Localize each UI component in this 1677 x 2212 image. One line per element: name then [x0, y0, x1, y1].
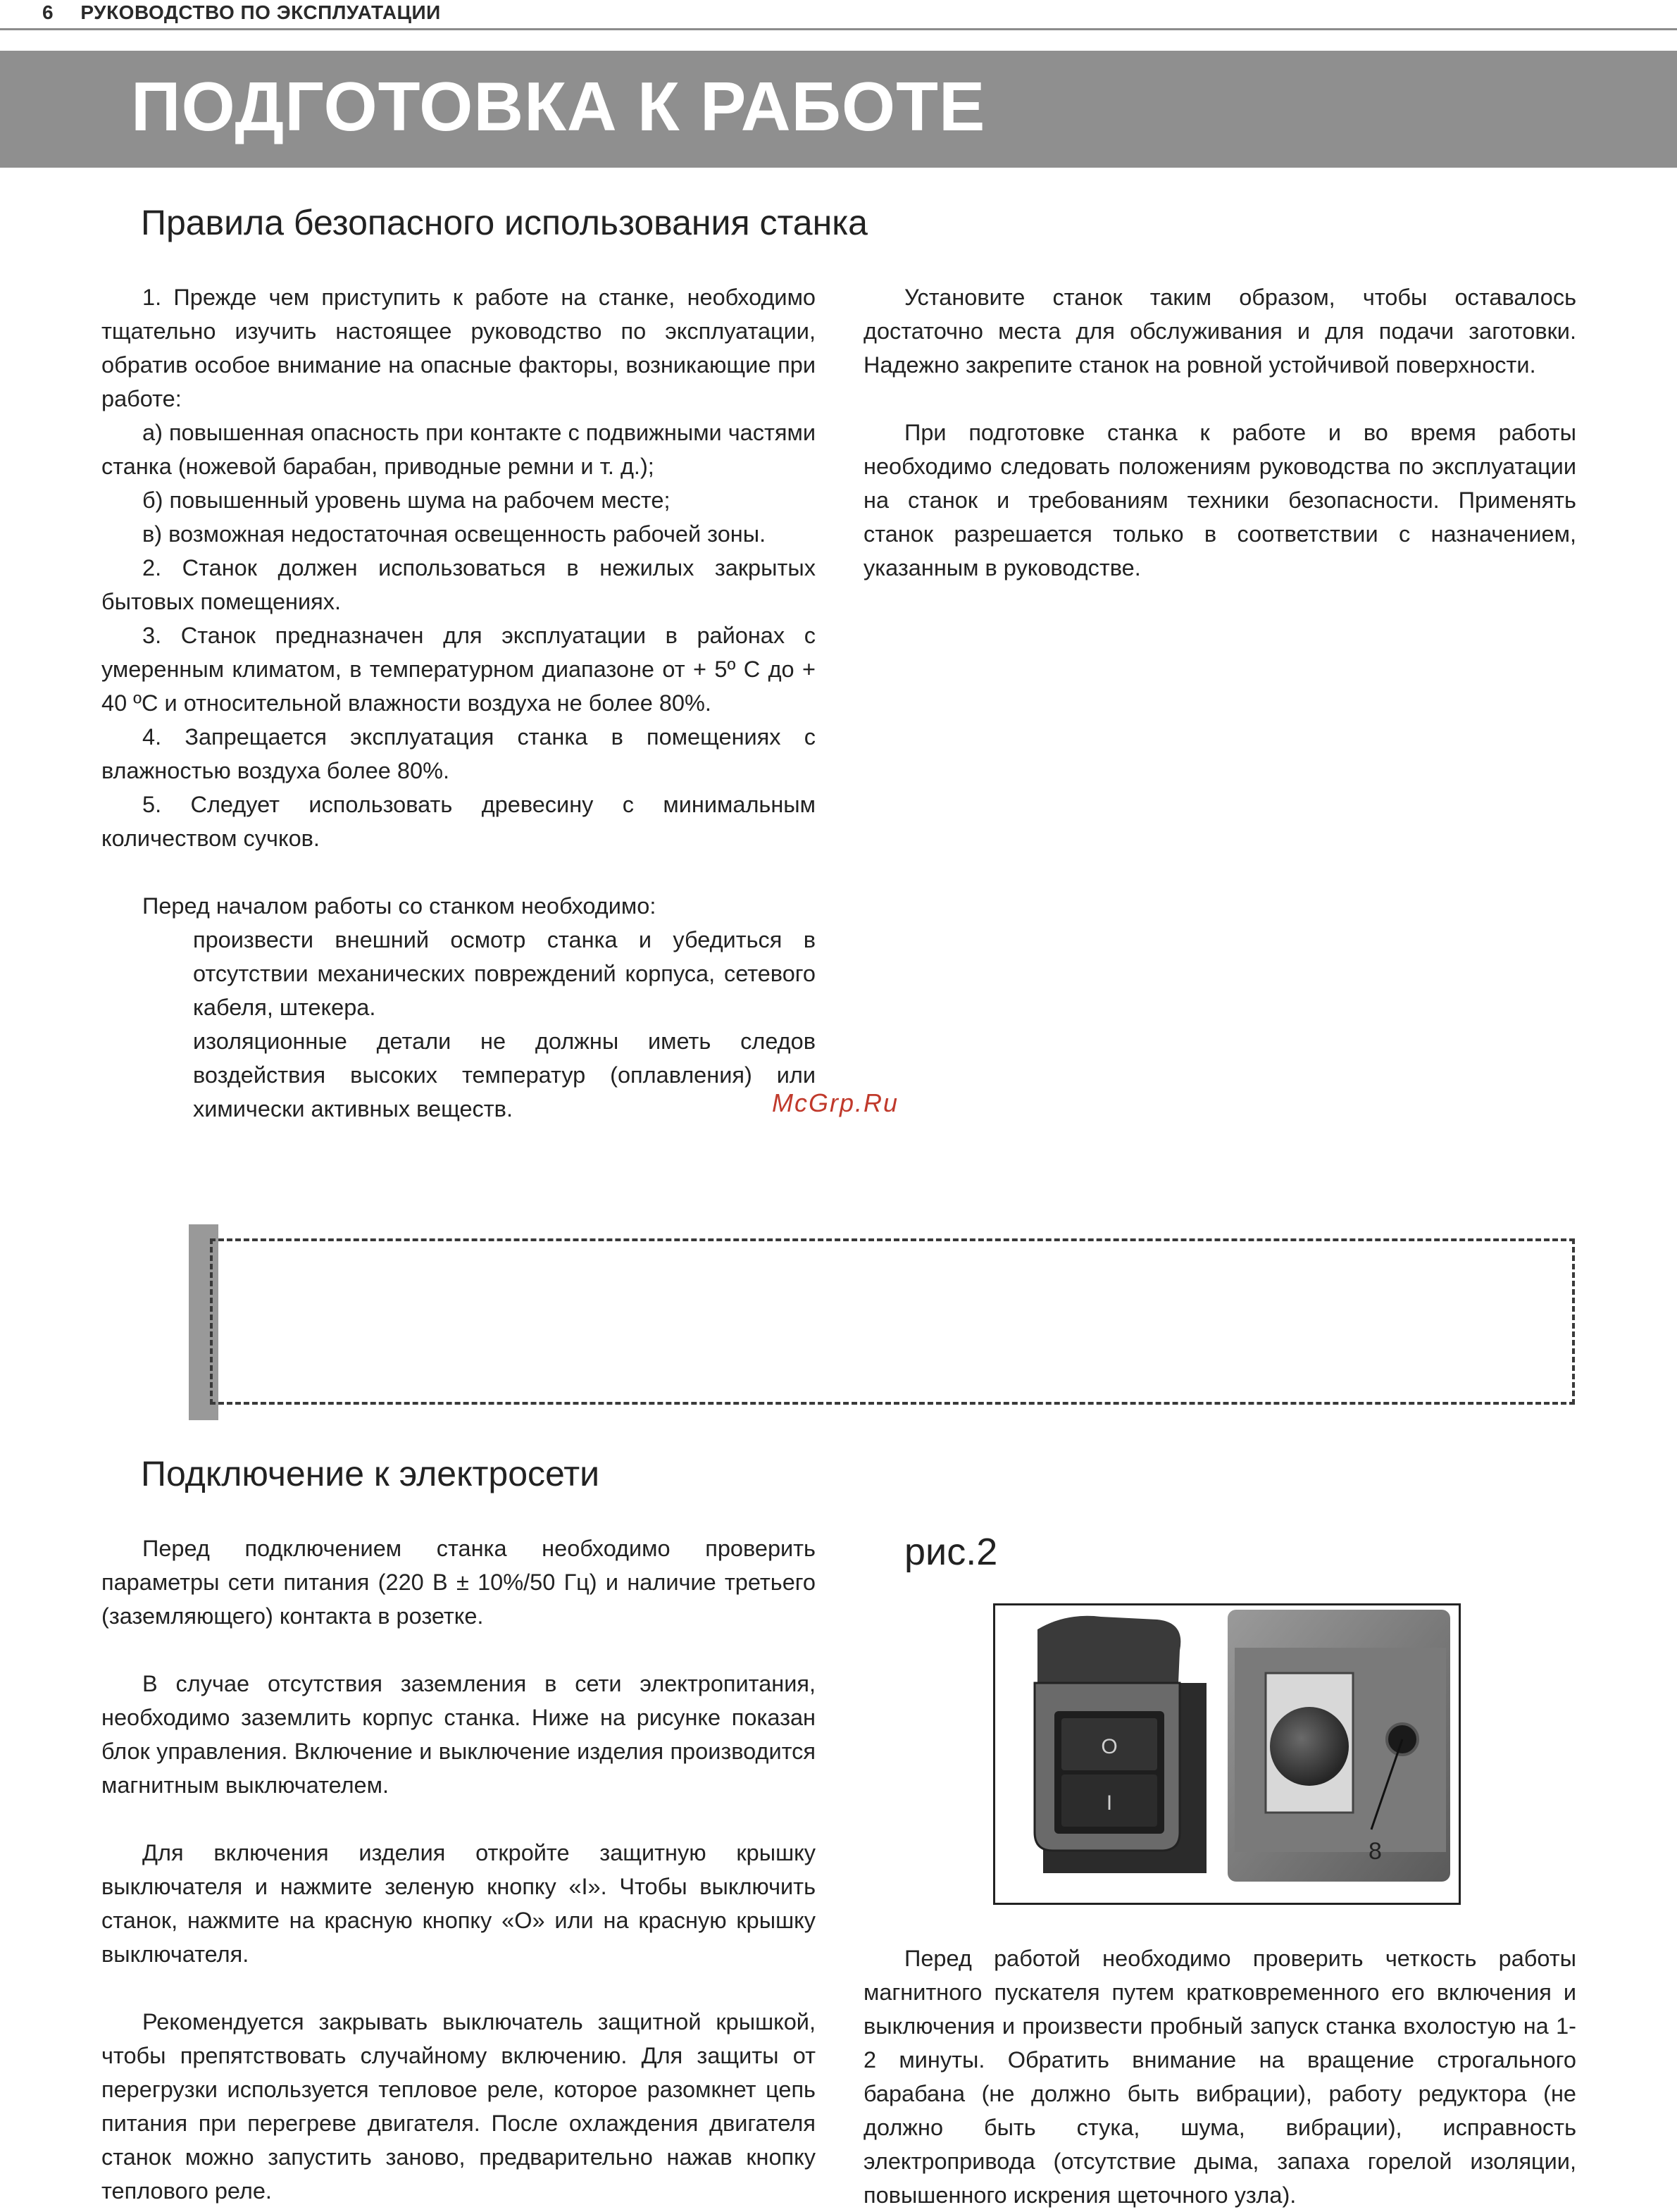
before-work-intro: Перед началом работы со станком необходимо: — [142, 893, 656, 919]
section-title-power: Подключение к электросети — [141, 1454, 600, 1493]
section-title-safety: Правила безопасного использования станка — [141, 203, 868, 242]
switch-cover-lid — [1037, 1616, 1180, 1683]
safety-right-column — [864, 280, 1576, 585]
rule-1c: в) возможная недостаточная освещенность рабочей зоны. — [142, 521, 766, 547]
rule-4: 4. Запрещается эксплуатация станка в помещениях с влажностью воздуха более 80%. — [101, 724, 816, 783]
running-title: РУКОВОДСТВО ПО ЭКСПЛУАТАЦИИ — [80, 1, 441, 23]
callout-box — [210, 1238, 1575, 1405]
rule-1b: б) повышенный уровень шума на рабочем месте; — [142, 487, 671, 513]
rule-2: 2. Станок должен использоваться в нежилых закрытых бытовых помещениях. — [101, 555, 816, 614]
preparation-paragraph: При подготовке станка к работе и во время работы необходимо следовать положениям руководства по эксплуатации на станок и требованиям техники безопасности. Применять станок разрешается только в соответствии с назначением, указанным в руководстве. — [864, 420, 1576, 580]
rule-5: 5. Следует использовать древесину с минимальным количеством сучков. — [101, 792, 816, 851]
header-rule — [0, 28, 1677, 30]
before-work-item: произвести внешний осмотр станка и убедиться в отсутствии механических повреждений корпуса, сетевого кабеля, штекера. — [193, 927, 816, 1020]
power-right-column — [864, 1941, 1576, 2212]
rule-3: 3. Станок предназначен для эксплуатации в районах с умеренным климатом, в температурном диапазоне от + 5º С до + 40 ºС и относительной влажности воздуха не более 80%. — [101, 623, 816, 716]
callout-number: 8 — [1369, 1838, 1382, 1865]
install-paragraph: Установите станок таким образом, чтобы оставалось достаточно места для обслуживания и для подачи заготовки. Надежно закрепите станок на ровной устойчивой поверхности. — [864, 285, 1576, 378]
chapter-banner — [0, 51, 1677, 168]
switch-off-symbol: O — [1101, 1735, 1118, 1758]
rule-1a: а) повышенная опасность при контакте с подвижными частями станка (ножевой барабан, приводные ремни и т. д.); — [101, 420, 816, 479]
power-paragraph: Рекомендуется закрывать выключатель защитной крышкой, чтобы препятствовать случайному включению. Для защиты от перегрузки используется тепловое реле, которое разомкнет цепь питания при перегреве двигателя. После охлаждения двигателя станок можно запустить заново, предварительно нажав кнопку теплового реле. — [101, 2009, 816, 2204]
power-left-column — [101, 1531, 816, 2208]
test-run-paragraph: Перед работой необходимо проверить четкость работы магнитного пускателя путем кратковременного его включения и выключения и произвести пробный запуск станка вхолостую на 1-2 минуты. Обратить внимание на вращение строгального барабана (не должно быть вибрации), работу редуктора (не должно быть стука, шума, вибрации), исправность электропривода (отсутствие дыма, запаха горелой изоляции, повышенного искрения щеточного узла). — [864, 1946, 1576, 2208]
switch-on-symbol: I — [1106, 1791, 1113, 1815]
power-paragraph: В случае отсутствия заземления в сети электропитания, необходимо заземлить корпус станка. Ниже на рисунке показан блок управления. Включение и выключение изделия производится магнитным выключателем. — [101, 1671, 816, 1798]
running-header — [42, 1, 1677, 24]
page-number: 6 — [42, 1, 54, 23]
thermal-relay-button — [1270, 1707, 1349, 1786]
safety-left-column — [101, 280, 816, 1126]
control-unit-photo — [993, 1603, 1461, 1905]
control-unit-illustration — [995, 1605, 1459, 1903]
power-paragraph: Перед подключением станка необходимо проверить параметры сети питания (220 В ± 10%/50 Гц) и наличие третьего (заземляющего) контакта в розетке. — [101, 1536, 816, 1629]
chapter-title: ПОДГОТОВКА К РАБОТЕ — [131, 68, 986, 145]
watermark: McGrp.Ru — [772, 1088, 899, 1117]
before-work-item: изоляционные детали не должны иметь следов воздействия высоких температур (оплавления) или химически активных веществ. — [193, 1029, 816, 1121]
figure-label: рис.2 — [904, 1531, 998, 1573]
before-work-list — [101, 923, 816, 1126]
power-paragraph: Для включения изделия откройте защитную крышку выключателя и нажмите зеленую кнопку «I». Чтобы выключить станок, нажмите на красную кнопку «О» или на красную крышку выключателя. — [101, 1840, 816, 1967]
rule-1: 1. Прежде чем приступить к работе на станке, необходимо тщательно изучить настоящее руководство по эксплуатации, обратив особое внимание на опасные факторы, возникающие при работе: — [101, 285, 816, 411]
